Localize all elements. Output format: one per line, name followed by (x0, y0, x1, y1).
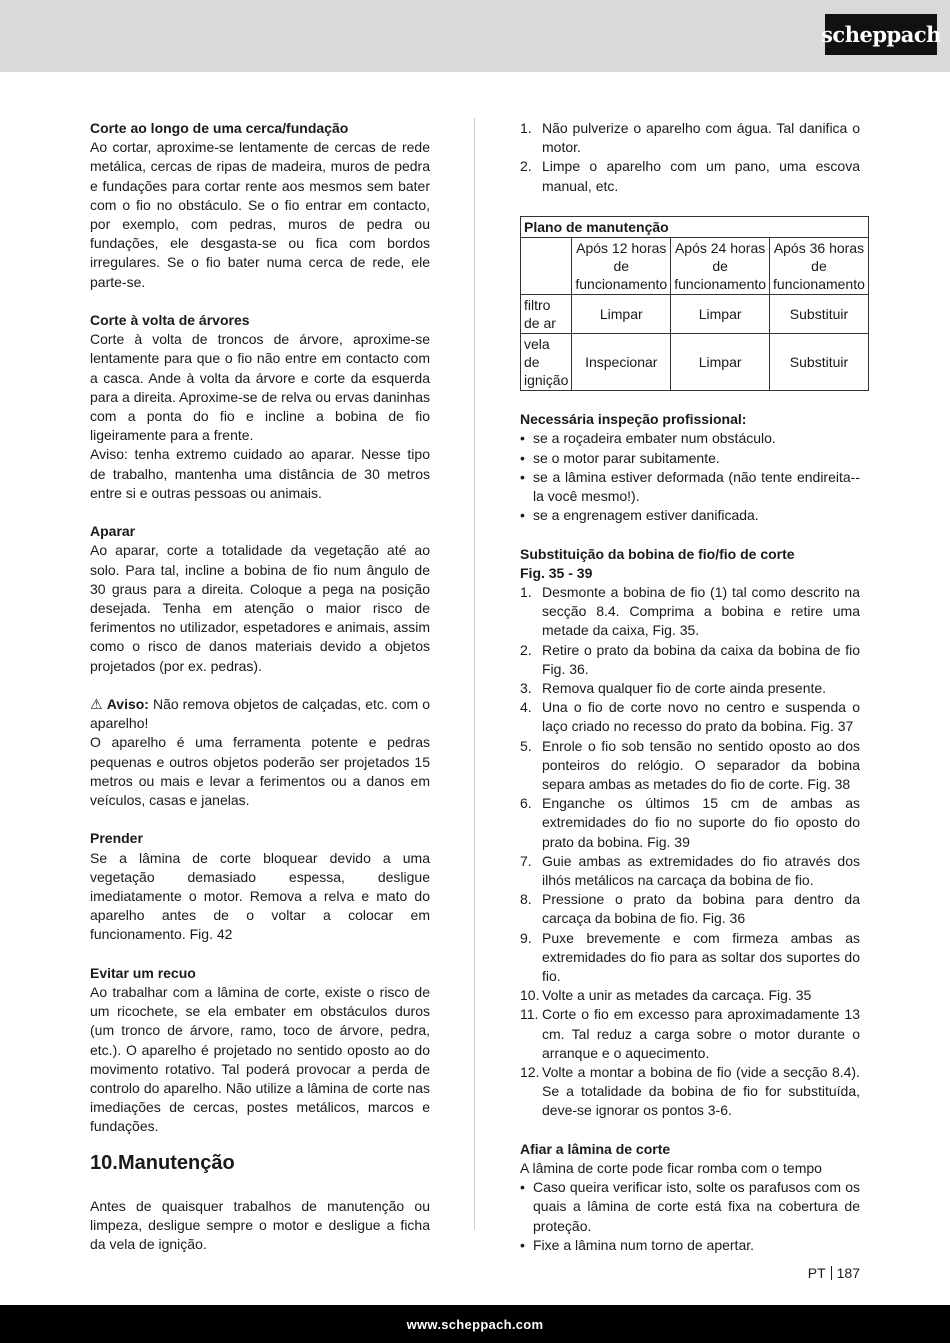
list-item: • se a roçadeira embater num obstáculo. (520, 430, 776, 447)
section-title-fence: Corte ao longo de uma cerca/fundação (90, 120, 349, 136)
table-row-label: vela de ignição (521, 334, 572, 391)
list-item: 6. Enganche os últimos 15 cm de ambas as extremidades do fio no suporte do fio oposto do prato da bobina. Fig. 39 (520, 795, 860, 850)
page-number-value: 187 (836, 1265, 860, 1281)
table-cell: Substituir (770, 334, 869, 391)
list-item: 8. Pressione o prato da bobina para dentro da carcaça da bobina de fio. Fig. 36 (520, 891, 860, 927)
footer-bar (0, 1305, 950, 1343)
sharpen-text: A lâmina de corte pode ficar romba com o tempo (520, 1160, 822, 1177)
warning-text-2: O aparelho é uma ferramenta potente e pedras pequenas e outros objetos poderão ser projetados 15 metros ou mais e levar a ferimentos ou a danos em veículos, casas e janelas. (90, 734, 430, 809)
section-title-trim: Aparar (90, 523, 136, 540)
table-header: Após 12 horas de funcionamento (572, 238, 671, 295)
brand-logo: scheppach (825, 14, 937, 55)
sharpen-list (520, 1178, 860, 1255)
maintenance-table (520, 216, 869, 391)
table-cell: Substituir (770, 295, 869, 334)
inspection-list (520, 429, 860, 525)
replacement-steps (520, 583, 860, 1121)
section-text-fence: Ao cortar, aproxime-se lentamente de cercas de rede metálica, cercas de ripas de madeira, muros de pedra e fundações para cortar rente aos mesmos sem bater com o fio no obstáculo. Se o fio entrar em contacto, por exemplo, com pedras, muros de pedra ou fundações, ele desgasta-se ou fica com bordos irregulares. Se o fio bater numa cerca de rede, ele parte-se. (90, 139, 430, 290)
chapter-title: Manutenção (118, 1151, 235, 1174)
replacement-figure-ref: Fig. 35 - 39 (520, 564, 593, 581)
warning-paragraph (90, 695, 430, 733)
list-item: 1. Desmonte a bobina de fio (1) tal como descrito na secção 8.4. Comprima a bobina e retire uma metade da caixa, Fig. 35. (520, 584, 860, 639)
table-header: Após 24 horas de funcionamento (671, 238, 770, 295)
replacement-title: Substituição da bobina de fio/fio de corte (520, 545, 795, 562)
page-number (780, 1264, 860, 1283)
table-title: Plano de manutenção (521, 217, 869, 238)
list-item: • Fixe a lâmina num torno de apertar. (520, 1236, 755, 1253)
list-item: • se o motor parar subitamente. (520, 449, 720, 466)
list-item: 2. Retire o prato da bobina da caixa da bobina de fio Fig. 36. (520, 641, 860, 677)
footer-url[interactable]: www.scheppach.com (406, 1317, 544, 1332)
section-text-jam: Se a lâmina de corte bloquear devido a uma vegetação demasiado espessa, desligue imediatamente o motor. Remova a relva e mato do aparelho antes de o voltar a colocar em funcionamento. Fig. 42 (90, 849, 430, 943)
warning-triangle-icon: ⚠ (90, 696, 103, 713)
list-item: 11. Corte o fio em excesso para aproximadamente 13 cm. Tal reduz a carga sobre o motor durante o arranque e o aquecimento. (520, 1006, 860, 1061)
section-title-jam: Prender (90, 830, 143, 847)
list-item: 12. Volte a montar a bobina de fio (vide a secção 8.4). Se a totalidade da bobina de fio for substituída, deve-se ignorar os pontos 3-6. (520, 1064, 860, 1119)
warning-text: Não remova objetos de calçadas, etc. com o aparelho! (90, 696, 430, 732)
list-item: 7. Guie ambas as extremidades do fio através dos ilhós metálicos na carcaça da bobina de fio. (520, 852, 860, 889)
table-header-row (521, 238, 869, 295)
left-column (90, 119, 430, 1254)
list-item: 3. Remova qualquer fio de corte ainda presente. (520, 680, 827, 697)
table-cell: Limpar (671, 334, 770, 391)
maintenance-intro: Antes de quaisquer trabalhos de manutenção ou limpeza, desligue sempre o motor e desligue a ficha da vela de ignição. (90, 1197, 430, 1253)
table-title-row (521, 217, 869, 238)
right-column (520, 119, 865, 1255)
table-row-label: filtro de ar (521, 295, 572, 334)
chapter-number: 10. (90, 1151, 118, 1174)
section-title-trees: Corte à volta de árvores (90, 312, 250, 329)
list-item: • se a lâmina estiver deformada (não tente endireita--la você mesmo!). (520, 468, 860, 504)
cleaning-list (520, 119, 860, 196)
list-item: 4. Una o fio de corte novo no centro e suspenda o laço criado no recesso do prato da bobina. Fig. 37 (520, 699, 860, 735)
list-item: • Caso queira verificar isto, solte os parafusos com os quais a lâmina de corte está fixa na cobertura de proteção. (520, 1179, 860, 1234)
table-cell: Limpar (671, 295, 770, 334)
table-header: Após 36 horas de funcionamento (770, 238, 869, 295)
list-item: • se a engrenagem estiver danificada. (520, 507, 759, 524)
sharpen-title: Afiar a lâmina de corte (520, 1140, 671, 1157)
header-bar (0, 0, 950, 72)
column-divider (474, 118, 475, 1230)
table-row (521, 334, 869, 391)
section-text-trees: Corte à volta de troncos de árvore, aproxime-se lentamente para que o fio não entre em contacto com a casca. Ande à volta da árvore e corte da esquerda para a direita. Aproxime-se de relva ou ervas daninhas com a ponta do fio e incline a bobina de fio ligeiramente para a frente. (90, 331, 430, 444)
section-title-kickback: Evitar um recuo (90, 964, 196, 981)
list-item: 2. Limpe o aparelho com um pano, uma escova manual, etc. (520, 158, 860, 194)
section-text-kickback: Ao trabalhar com a lâmina de corte, existe o risco de um ricochete, se ela embater em obstáculos duros (um tronco de árvore, ramo, toco de árvore, pedra, etc.). O aparelho é projetado no sentido oposto ao do movimento rotativo. Tal poderá provocar a perda de controlo do aparelho. Não utilize a lâmina de corte nas imediações de cercas, postes metálicos, marcos e fundações. (90, 984, 430, 1135)
section-text-trees-warning: Aviso: tenha extremo cuidado ao aparar. Nesse tipo de trabalho, mantenha uma distância de 30 metros entre si e outras pessoas ou animais. (90, 446, 430, 501)
table-cell: Limpar (572, 295, 671, 334)
section-text-trim: Ao aparar, corte a totalidade da vegetação até ao solo. Para tal, incline a bobina de fio num ângulo de 30 graus para a direita. Coloque a pega na posição desejada. Tenha em atenção o maior risco de ferimentos no utilizador, espetadores e animais, assim como o risco de danos materiais devido a objetos projetados (por ex. pedras). (90, 542, 430, 674)
page-language: PT (807, 1265, 826, 1281)
warning-label: Aviso: (106, 696, 149, 713)
table-cell: Inspecionar (572, 334, 671, 391)
table-row (521, 295, 869, 334)
chapter-heading (90, 1151, 430, 1175)
list-item: 9. Puxe brevemente e com firmeza ambas as extremidades do fio para as soltar dos suportes do fio. (520, 929, 860, 985)
list-item: 10. Volte a unir as metades da carcaça. Fig. 35 (520, 987, 812, 1004)
list-item: 5. Enrole o fio sob tensão no sentido oposto ao dos ponteiros do relógio. O separador da bobina separa ambas as metades do fio de corte. Fig. 38 (520, 737, 860, 793)
inspection-title: Necessária inspeção profissional: (520, 411, 747, 428)
list-item: 1. Não pulverize o aparelho com água. Tal danifica o motor. (520, 120, 860, 156)
